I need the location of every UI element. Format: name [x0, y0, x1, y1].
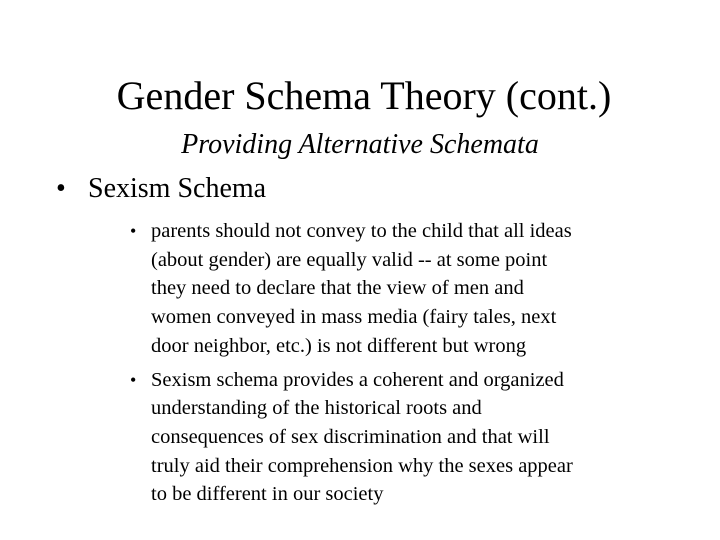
bullet-icon: •	[130, 221, 137, 241]
sub-bullet	[130, 366, 660, 510]
sub-bullet-line: women conveyed in mass media (fairy tales, next	[151, 306, 557, 329]
sub-bullet-line: they need to declare that the view of men and	[151, 277, 524, 300]
sub-bullet-line: to be different in our society	[151, 483, 384, 506]
bullet-icon: •	[56, 173, 66, 204]
main-bullet-text: Sexism Schema	[88, 173, 267, 204]
sub-bullet-line: Sexism schema provides a coherent and organized	[151, 368, 564, 391]
sub-bullet-line: door neighbor, etc.) is not different but wrong	[151, 334, 527, 357]
sub-bullet	[130, 217, 660, 361]
main-bullet	[56, 172, 266, 206]
bullet-icon: •	[130, 369, 137, 390]
slide-title: Gender Schema Theory (cont.)	[116, 73, 612, 118]
sub-bullet-line: understanding of the historical roots and	[151, 397, 482, 420]
slide-subtitle: Providing Alternative Schemata	[181, 129, 539, 160]
sub-bullet-line: (about gender) are equally valid -- at some point	[151, 248, 548, 271]
sub-bullet-line: parents should not convey to the child that all ideas	[151, 220, 572, 242]
sub-bullet-line: truly aid their comprehension why the sexes appear	[151, 454, 573, 477]
sub-bullet-line: consequences of sex discrimination and that will	[151, 425, 550, 448]
sub-bullet-list	[130, 217, 660, 514]
